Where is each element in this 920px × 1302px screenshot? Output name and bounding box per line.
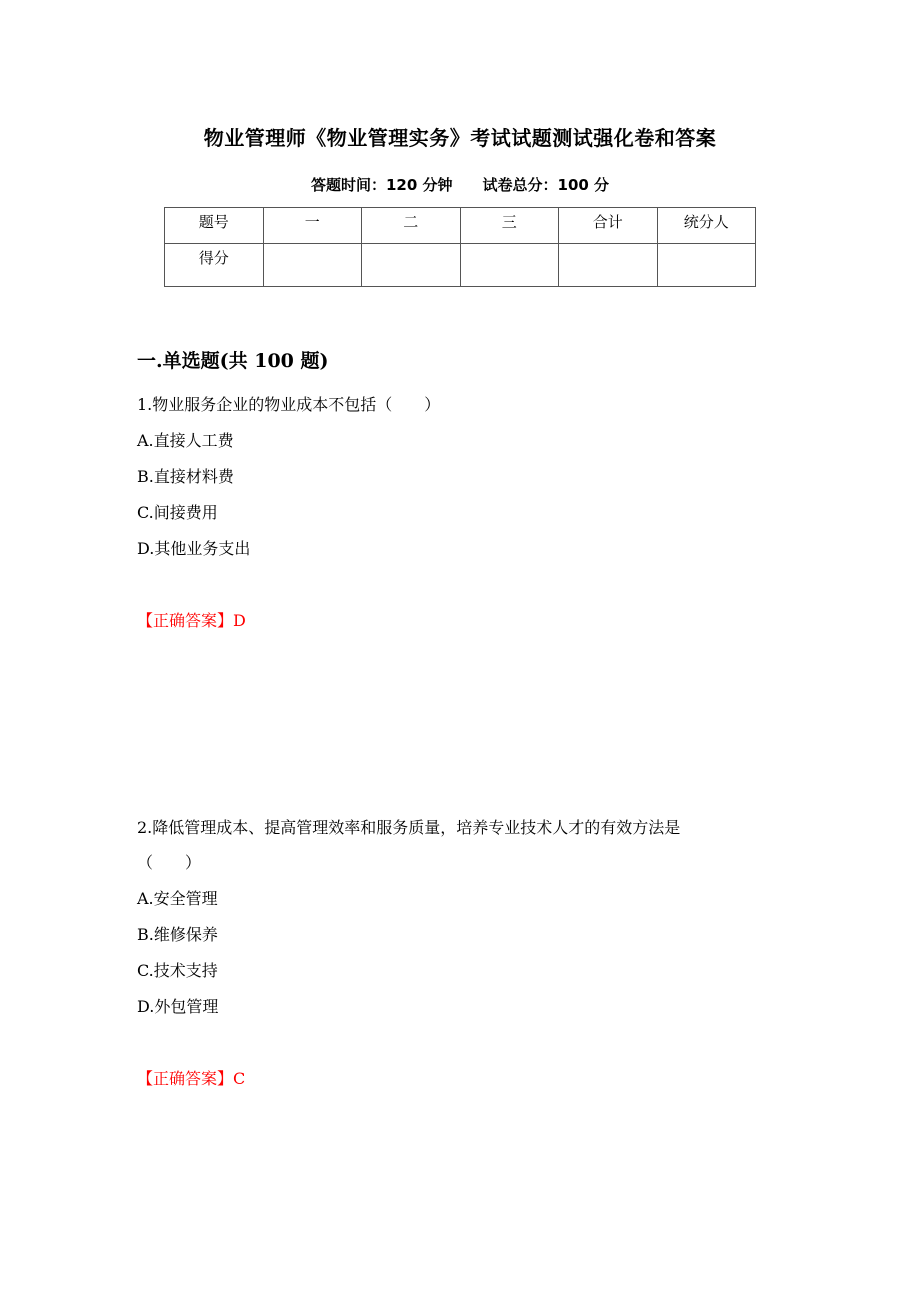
score-table-cell: 一 — [263, 208, 362, 244]
question-2-option-d: D.外包管理 — [137, 997, 219, 1016]
score-table-cell: 合计 — [559, 208, 658, 244]
question-2-answer: 【正确答案】C — [137, 1069, 246, 1088]
page-title: 物业管理师《物业管理实务》考试试题测试强化卷和答案 — [203, 126, 717, 150]
question-2-option-a: A.安全管理 — [137, 889, 218, 908]
score-table-score-row — [165, 244, 756, 287]
score-table-cell — [362, 244, 461, 287]
question-1-text: 1.物业服务企业的物业成本不包括（ ） — [137, 395, 441, 414]
question-2-option-c: C.技术支持 — [137, 961, 218, 980]
exam-total-score: 试卷总分：100 分 — [482, 176, 610, 194]
score-table-cell: 二 — [362, 208, 461, 244]
score-table-cell: 统分人 — [657, 208, 756, 244]
exam-meta — [0, 174, 920, 195]
score-table-cell — [559, 244, 658, 287]
score-table — [164, 207, 756, 287]
question-1-option-a: A.直接人工费 — [137, 431, 234, 450]
question-1-option-b: B.直接材料费 — [137, 467, 234, 486]
question-1-option-d: D.其他业务支出 — [137, 539, 251, 558]
question-2-text: 2.降低管理成本、提高管理效率和服务质量，培养专业技术人才的有效方法是 — [137, 818, 681, 837]
exam-time: 答题时间：120 分钟 — [310, 176, 453, 194]
question-1-option-c: C.间接费用 — [137, 503, 218, 522]
score-table-header-row — [165, 208, 756, 244]
score-table-cell — [460, 244, 559, 287]
score-table-cell — [657, 244, 756, 287]
question-1-answer: 【正确答案】D — [137, 611, 246, 630]
score-table-cell — [263, 244, 362, 287]
question-2-option-b: B.维修保养 — [137, 925, 218, 944]
question-2-text-cont: （ ） — [137, 853, 202, 872]
score-table-cell: 三 — [460, 208, 559, 244]
score-table-cell: 得分 — [165, 244, 264, 287]
section-title: 一.单选题(共 100 题) — [137, 350, 329, 372]
score-table-cell: 题号 — [165, 208, 264, 244]
